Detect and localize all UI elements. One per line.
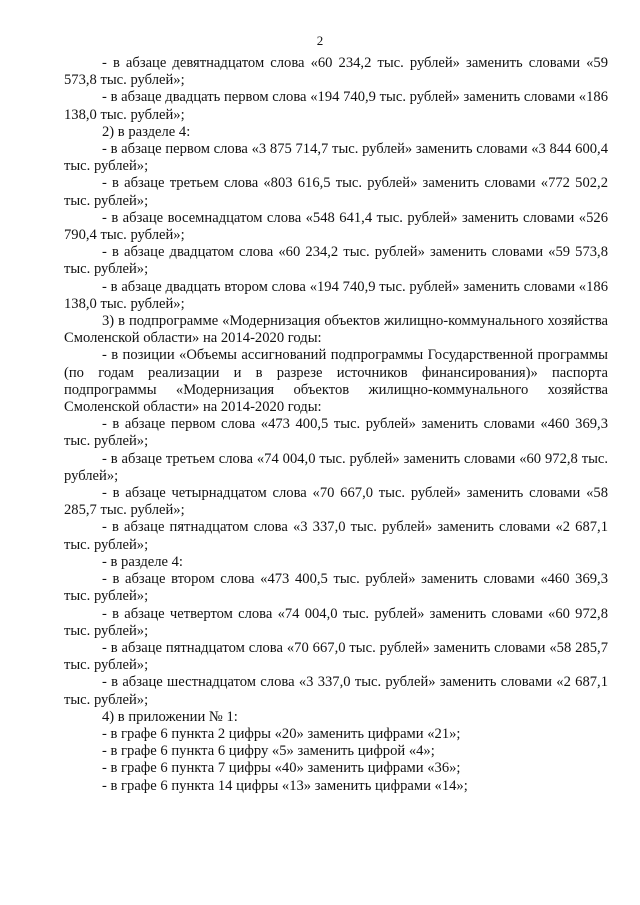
paragraph: - в абзаце шестнадцатом слова «3 337,0 тыс. рублей» заменить словами «2 687,1 тыс. рублей»; <box>64 674 608 708</box>
document-body <box>64 55 608 795</box>
paragraph: - в абзаце четвертом слова «74 004,0 тыс. рублей» заменить словами «60 972,8 тыс. рублей»; <box>64 605 608 639</box>
paragraph: - в графе 6 пункта 2 цифры «20» заменить цифрами «21»; <box>102 725 461 742</box>
paragraph: - в абзаце двадцать первом слова «194 740,9 тыс. рублей» заменить словами «186 138,0 тыс. рублей»; <box>64 89 608 123</box>
paragraph: 3) в подпрограмме «Модернизация объектов жилищно-коммунального хозяйства Смоленской области» на 2014-2020 годы: <box>64 313 608 347</box>
paragraph: - в абзаце втором слова «473 400,5 тыс. рублей» заменить словами «460 369,3 тыс. рублей»; <box>64 571 608 605</box>
paragraph: - в абзаце четырнадцатом слова «70 667,0 тыс. рублей» заменить словами «58 285,7 тыс. рублей»; <box>64 485 608 519</box>
paragraph: - в графе 6 пункта 7 цифры «40» заменить цифрами «36»; <box>102 760 461 777</box>
section-heading: 2) в разделе 4: <box>102 123 191 140</box>
paragraph: - в абзаце первом слова «3 875 714,7 тыс. рублей» заменить словами «3 844 600,4 тыс. рублей»; <box>64 141 608 175</box>
paragraph: - в абзаце двадцать втором слова «194 740,9 тыс. рублей» заменить словами «186 138,0 тыс. рублей»; <box>64 278 608 312</box>
paragraph: - в графе 6 пункта 6 цифру «5» заменить цифрой «4»; <box>102 743 435 760</box>
paragraph: - в абзаце первом слова «473 400,5 тыс. рублей» заменить словами «460 369,3 тыс. рублей»; <box>64 416 608 450</box>
paragraph: - в абзаце двадцатом слова «60 234,2 тыс. рублей» заменить словами «59 573,8 тыс. рублей»; <box>64 244 608 278</box>
section-heading: - в разделе 4: <box>102 553 183 570</box>
section-heading: 4) в приложении № 1: <box>102 708 238 725</box>
paragraph: - в графе 6 пункта 14 цифры «13» заменить цифрами «14»; <box>102 777 468 794</box>
paragraph: - в позиции «Объемы ассигнований подпрограммы Государственной программы (по годам реализации и в разрезе источников финансирования)» паспорта подпрограммы «Модернизация объектов жилищно-коммунального хозяйства Смоленской области» на 2014-2020 годы: <box>64 347 608 416</box>
paragraph: - в абзаце третьем слова «803 616,5 тыс. рублей» заменить словами «772 502,2 тыс. рублей»; <box>64 175 608 209</box>
paragraph: - в абзаце девятнадцатом слова «60 234,2 тыс. рублей» заменить словами «59 573,8 тыс. рублей»; <box>64 55 608 89</box>
paragraph: - в абзаце пятнадцатом слова «70 667,0 тыс. рублей» заменить словами «58 285,7 тыс. рублей»; <box>64 639 608 674</box>
paragraph: - в абзаце пятнадцатом слова «3 337,0 тыс. рублей» заменить словами «2 687,1 тыс. рублей»; <box>64 519 608 553</box>
page-number: 2 <box>316 33 324 48</box>
paragraph: - в абзаце восемнадцатом слова «548 641,4 тыс. рублей» заменить словами «526 790,4 тыс. рублей»; <box>64 209 608 244</box>
paragraph: - в абзаце третьем слова «74 004,0 тыс. рублей» заменить словами «60 972,8 тыс. рублей»; <box>64 450 608 484</box>
